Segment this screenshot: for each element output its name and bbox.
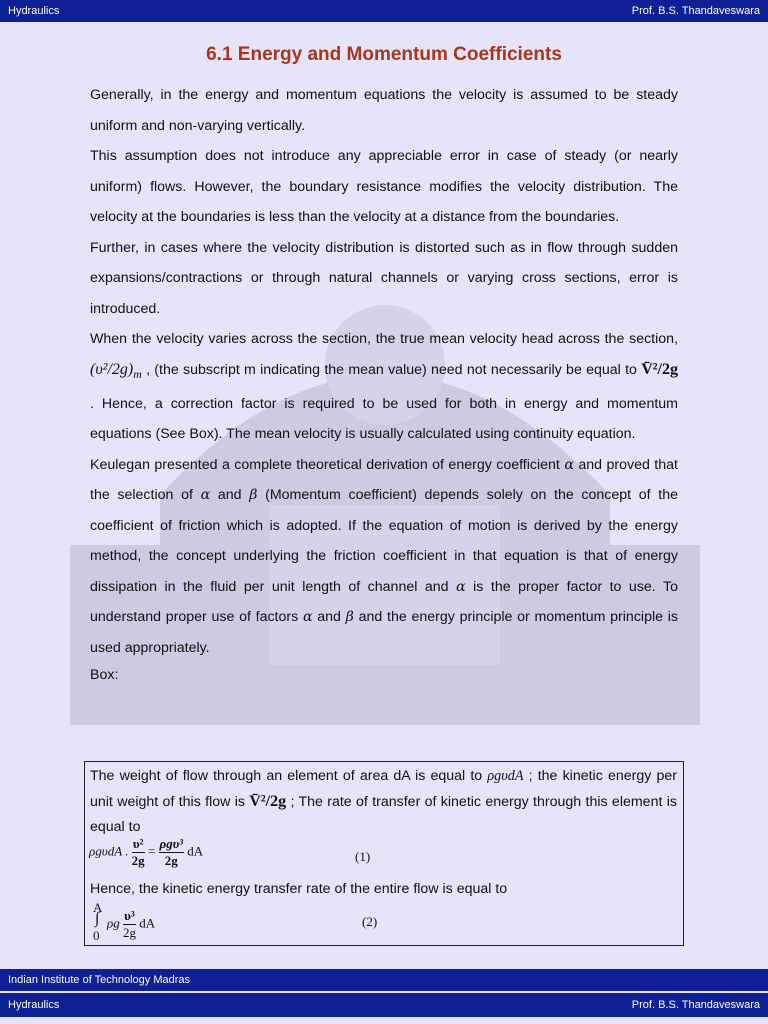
paragraph-4-part-a: When the velocity varies across the section, the true mean velocity head across the section, bbox=[90, 331, 678, 347]
institute-bar bbox=[0, 969, 768, 991]
paragraph-5-part-e: is the proper factor to use. To understand proper use of factors bbox=[90, 578, 678, 626]
eq2-den: 2g bbox=[123, 925, 136, 940]
ke-per-weight-expr: V̄²/2g bbox=[249, 793, 287, 810]
eq1-fraction-2 bbox=[159, 836, 184, 869]
eq2-upper-limit: A bbox=[93, 900, 103, 915]
paragraph-5-part-b: and proved that the selection of bbox=[90, 456, 678, 504]
eq1-den2: 2g bbox=[164, 853, 178, 868]
footer-bar bbox=[0, 993, 768, 1017]
paragraph-4-part-b: , (the subscript m indicating the mean value) need not necessarily be equal to bbox=[146, 361, 637, 378]
paragraph-5 bbox=[90, 450, 678, 664]
box-intro-text bbox=[90, 764, 677, 840]
paragraph-5-part-d: (Momentum coefficient) depends solely on the concept of the coefficient of friction which is adopted. If the equation of motion is derived by the energy method, the concept underlying the friction coefficient in that equation is that of energy dissipation in the fluid per unit length of channel and bbox=[90, 487, 679, 595]
eq2-body bbox=[107, 908, 155, 941]
mean-subscript: m bbox=[133, 366, 142, 381]
paragraph-1: Generally, in the energy and momentum equations the velocity is assumed to be steady uniform and non-varying vertically. bbox=[90, 87, 678, 134]
box-text-b: ; the kinetic energy per unit weight of this flow is bbox=[90, 768, 677, 810]
eq1-num2: ρgυ³ bbox=[159, 836, 183, 851]
beta-symbol: β bbox=[345, 609, 354, 626]
eq1-fraction-1 bbox=[132, 836, 145, 869]
paragraph-3: Further, in cases where the velocity distribution is distorted such as in flow through sudden expansions/contractions or through natural channels or varying cross sections, error is introduced. bbox=[90, 239, 678, 317]
paragraph-5-part-f: and bbox=[317, 609, 341, 626]
alpha-symbol: α bbox=[564, 456, 574, 473]
paragraph-5-part-a: Keulegan presented a complete theoretical derivation of energy coefficient bbox=[90, 456, 560, 473]
eq1-den1: 2g bbox=[131, 853, 145, 868]
footer-author: Prof. B.S. Thandaveswara bbox=[631, 999, 760, 1011]
footer-subject: Hydraulics bbox=[8, 999, 60, 1011]
box-text-line-2: Hence, the kinetic energy transfer rate of the entire flow is equal to bbox=[90, 881, 508, 897]
paragraph-4 bbox=[90, 324, 678, 450]
paragraph-2: This assumption does not introduce any appreciable error in case of steady (or nearly uniform) flows. However, the boundary resistance modifies the velocity distribution. The velocity at the boundaries is less than the velocity at a distance from the boundaries. bbox=[90, 148, 678, 225]
eq2-tail: dA bbox=[139, 915, 156, 931]
alpha-symbol: α bbox=[200, 487, 211, 504]
paragraph-5-part-g: and the energy principle or momentum principle is used appropriately. bbox=[90, 609, 678, 656]
body-text bbox=[90, 80, 678, 687]
derivation-box bbox=[84, 761, 684, 946]
eq1-number: (1) bbox=[355, 849, 371, 864]
eq2-number: (2) bbox=[362, 914, 378, 929]
eq2-fraction bbox=[123, 908, 136, 941]
page-title: 6.1 Energy and Momentum Coefficients bbox=[206, 44, 562, 65]
velocity-head-expr: V̄²/2g bbox=[641, 360, 678, 378]
alpha-symbol: α bbox=[456, 578, 466, 595]
eq1-num1: υ² bbox=[132, 836, 144, 851]
box-text-a: The weight of flow through an element of area dA is equal to bbox=[90, 768, 483, 784]
box-text-c: ; The rate of transfer of kinetic energy through this element is equal to bbox=[90, 794, 677, 835]
equation-1 bbox=[89, 836, 203, 876]
header-subject: Hydraulics bbox=[8, 5, 60, 17]
eq2-lower-limit: 0 bbox=[93, 928, 100, 943]
paragraph-4-part-c: . Hence, a correction factor is required to be used for both in energy and momentum equations (See Box). The mean velocity is usually calculated using continuity equation. bbox=[90, 395, 678, 443]
box-label: Box: bbox=[90, 667, 119, 684]
header-bar bbox=[0, 0, 768, 22]
alpha-symbol: α bbox=[302, 609, 313, 626]
eq1-left: ρgυdA . bbox=[89, 843, 129, 859]
eq2-left: ρg bbox=[107, 915, 120, 931]
institute-name: Indian Institute of Technology Madras bbox=[8, 974, 191, 986]
header-author: Prof. B.S. Thandaveswara bbox=[631, 5, 760, 17]
eq1-tail: dA bbox=[187, 843, 204, 859]
eq2-num: υ³ bbox=[124, 908, 135, 923]
eq1-equals: = bbox=[147, 843, 156, 859]
integral-sign: ∫ bbox=[95, 910, 100, 927]
beta-symbol: β bbox=[249, 487, 258, 504]
weight-expr: ρgυdA bbox=[487, 768, 524, 784]
mean-velocity-head-expr: (υ²/2g) bbox=[90, 360, 134, 378]
paragraph-5-part-c: and bbox=[217, 487, 242, 504]
